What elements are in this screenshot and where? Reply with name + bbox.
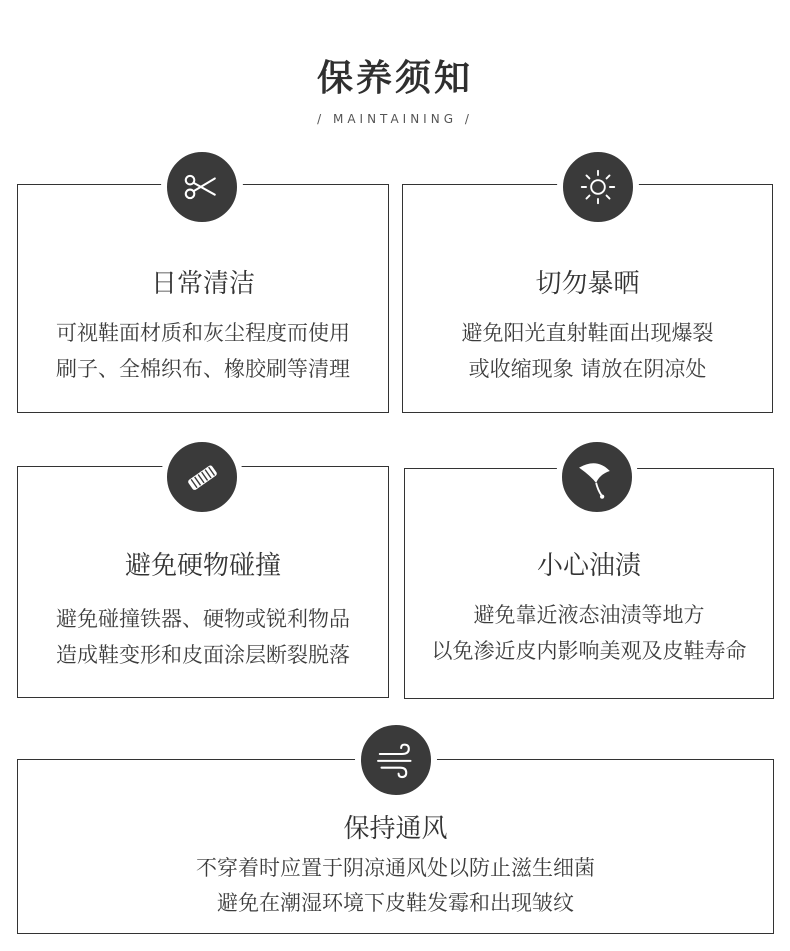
card-text-line: 避免靠近液态油渍等地方 xyxy=(473,603,705,627)
brush-icon xyxy=(161,436,243,518)
page-subtitle: / MAINTAINING / xyxy=(317,112,473,126)
card-text-line: 刷子、全棉织布、橡胶刷等清理 xyxy=(56,357,350,381)
card-text-line: 可视鞋面材质和灰尘程度而使用 xyxy=(56,321,350,345)
card-title: 避免硬物碰撞 xyxy=(124,551,281,581)
card-title: 小心油渍 xyxy=(536,551,641,581)
sun-icon xyxy=(557,146,639,228)
card-text-line: 避免碰撞铁器、硬物或锐利物品 xyxy=(56,607,350,631)
card-title: 保持通风 xyxy=(343,814,448,844)
card-title: 日常清洁 xyxy=(150,269,255,299)
card-text-line: 避免在潮湿环境下皮鞋发霉和出现皱纹 xyxy=(217,891,574,915)
wind-icon xyxy=(355,719,437,801)
oil-drop-icon xyxy=(556,436,638,518)
card-title: 切勿暴晒 xyxy=(535,269,640,299)
page-title: 保养须知 xyxy=(316,58,473,99)
scissors-icon xyxy=(161,146,243,228)
card-text-line: 不穿着时应置于阴凉通风处以防止滋生细菌 xyxy=(196,856,595,880)
card-text-line: 或收缩现象 请放在阴凉处 xyxy=(468,357,707,381)
card-text-line: 避免阳光直射鞋面出现爆裂 xyxy=(461,321,714,345)
card-text-line: 造成鞋变形和皮面涂层断裂脱落 xyxy=(56,643,350,667)
card-text-line: 以免渗近皮内影响美观及皮鞋寿命 xyxy=(431,639,747,663)
